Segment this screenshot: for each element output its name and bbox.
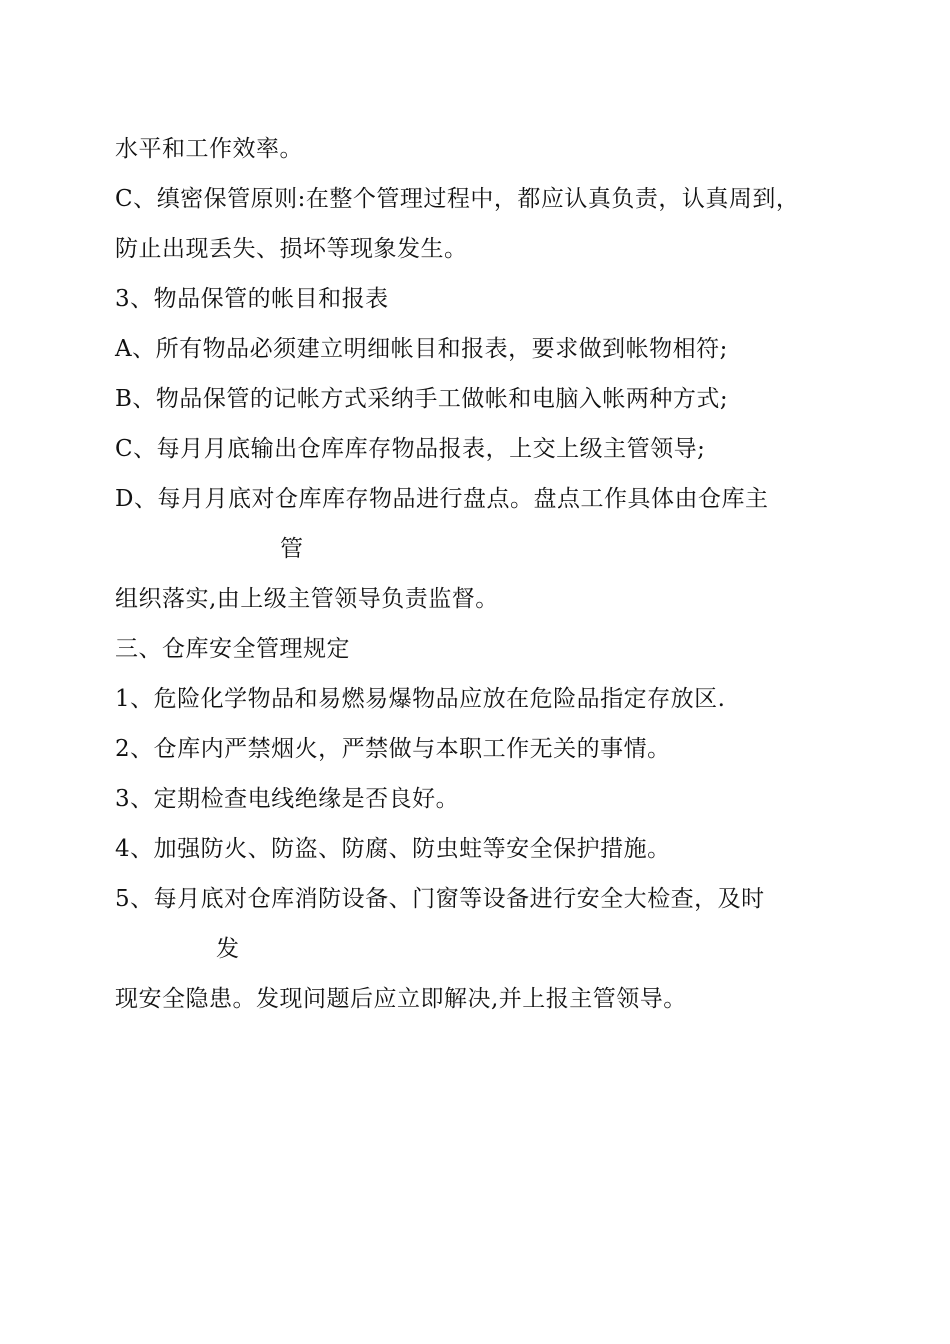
list-item: C、每月月底输出仓库库存物品报表，上交上级主管领导;	[115, 436, 706, 462]
list-item: 4、加强防火、防盗、防腐、防虫蛀等安全保护措施。	[115, 836, 671, 862]
section-heading: 三、仓库安全管理规定	[115, 636, 350, 662]
section-heading: 3、物品保管的帐目和报表	[115, 286, 389, 312]
list-item: B、物品保管的记帐方式采纳手工做帐和电脑入帐两种方式;	[115, 386, 729, 412]
paragraph-line: 水平和工作效率。	[115, 136, 303, 162]
paragraph-line: 组织落实,由上级主管领导负责监督。	[115, 586, 499, 612]
paragraph-line: 防止出现丢失、损坏等现象发生。	[115, 236, 468, 262]
list-item: D、每月月底对仓库库存物品进行盘点。盘点工作具体由仓库主	[115, 486, 769, 512]
list-item: 1、危险化学物品和易燃易爆物品应放在危险品指定存放区.	[115, 686, 726, 712]
list-item: 5、每月底对仓库消防设备、门窗等设备进行安全大检查，及时	[115, 886, 765, 912]
wrapped-fragment: 管	[280, 536, 304, 562]
paragraph-line: 现安全隐患。发现问题后应立即解决,并上报主管领导。	[115, 986, 687, 1012]
wrapped-fragment: 发	[216, 936, 240, 962]
paragraph-line: C、缜密保管原则:在整个管理过程中，都应认真负责，认真周到，	[115, 186, 800, 212]
list-item: 3、定期检查电线绝缘是否良好。	[115, 786, 460, 812]
list-item: 2、仓库内严禁烟火，严禁做与本职工作无关的事情。	[115, 736, 671, 762]
list-item: A、所有物品必须建立明细帐目和报表，要求做到帐物相符;	[115, 336, 728, 362]
